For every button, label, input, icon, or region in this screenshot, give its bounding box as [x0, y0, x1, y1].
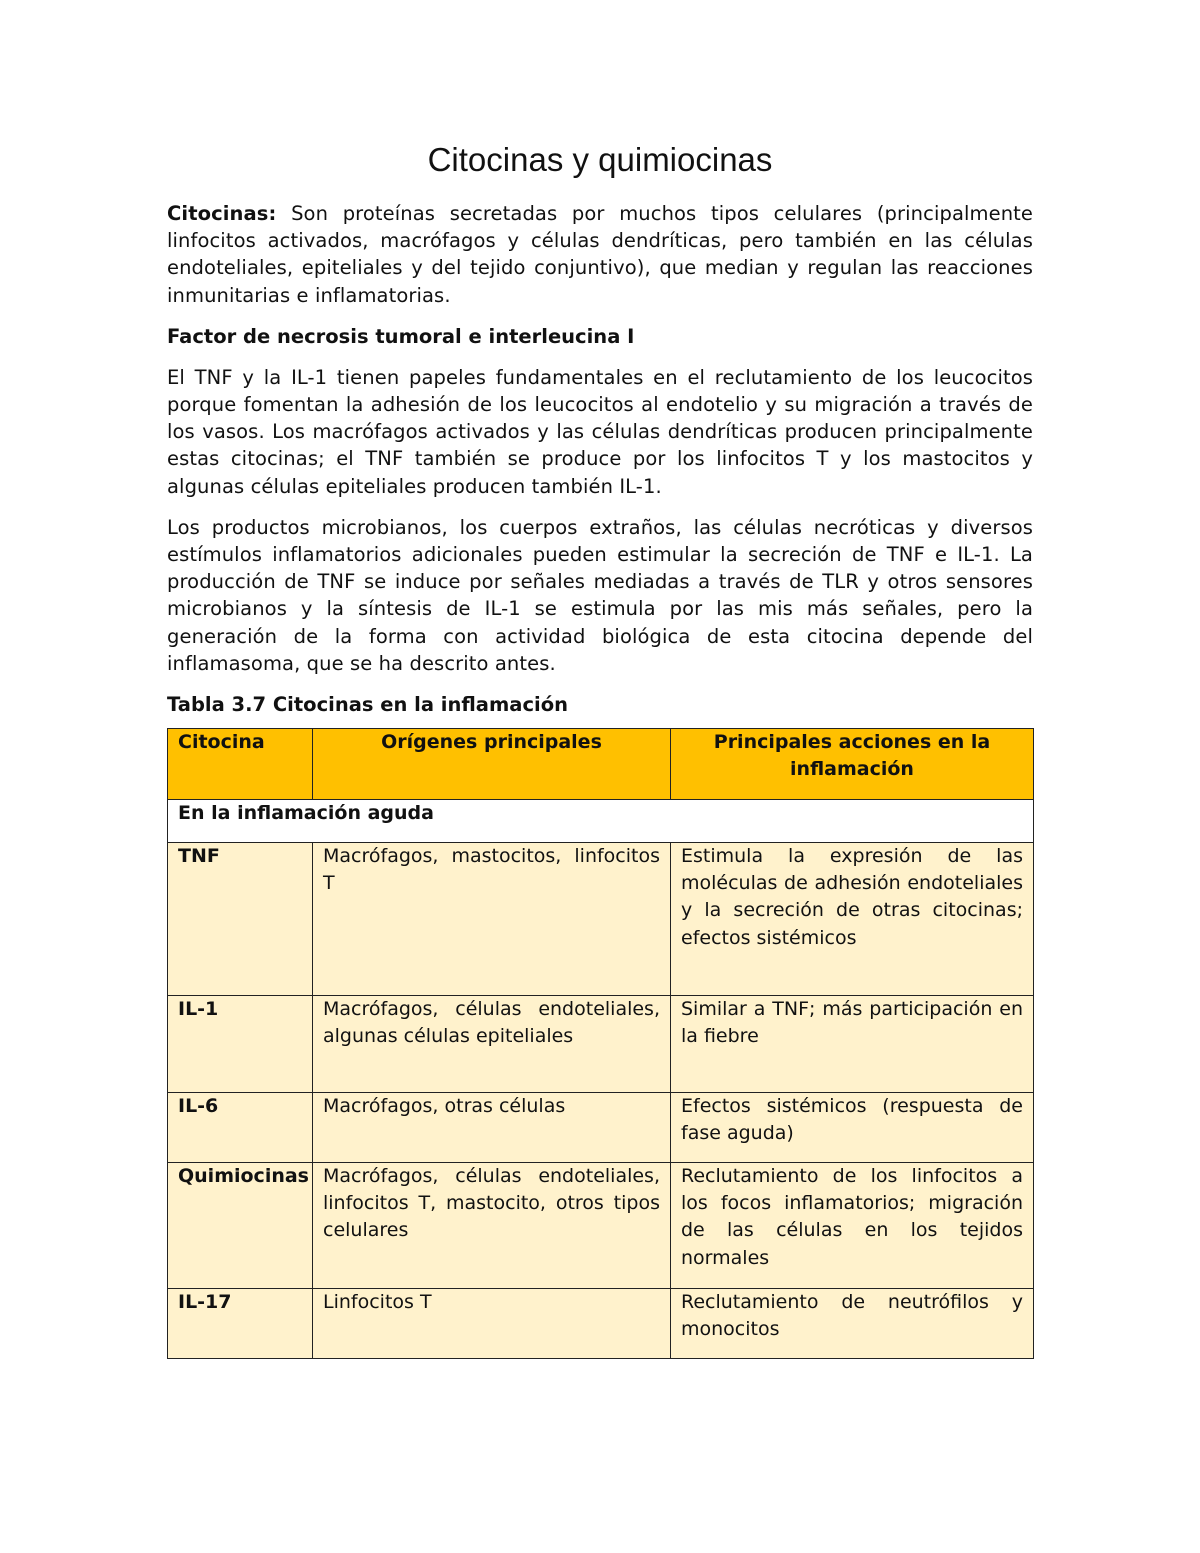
cell-origenes: Macrófagos, otras células	[313, 1093, 671, 1163]
document-page	[167, 140, 1033, 1359]
column-header-origenes: Orígenes principales	[313, 729, 671, 800]
table-row	[168, 1093, 1034, 1163]
cell-citocina: Quimiocinas	[168, 1163, 313, 1289]
cell-citocina: IL-17	[168, 1289, 313, 1359]
table-row	[168, 843, 1034, 996]
intro-lead: Citocinas:	[167, 202, 277, 225]
table-subheading-row	[168, 800, 1034, 843]
table-header-row	[168, 729, 1034, 800]
cell-citocina: IL-1	[168, 996, 313, 1093]
intro-text: Son proteínas secretadas por muchos tipos celulares (principalmente linfocitos activados, macrófagos y células dendríticas, pero también en las células endoteliales, epiteliales y del tejido conjuntivo), que median y regulan las reacciones inmunitarias e inflamatorias.	[167, 202, 1033, 307]
cell-acciones: Similar a TNF; más participación en la fiebre	[671, 996, 1034, 1093]
cell-acciones: Estimula la expresión de las moléculas de adhesión endoteliales y la secreción de otras citocinas; efectos sistémicos	[671, 843, 1034, 996]
cell-origenes: Macrófagos, mastocitos, linfocitos T	[313, 843, 671, 996]
section-heading: Factor de necrosis tumoral e interleucina I	[167, 324, 635, 348]
table-row	[168, 996, 1034, 1093]
cell-acciones: Efectos sistémicos (respuesta de fase aguda)	[671, 1093, 1034, 1163]
table-subheading: En la inflamación aguda	[168, 800, 1034, 843]
cell-citocina: TNF	[168, 843, 313, 996]
cell-origenes: Macrófagos, células endoteliales, algunas células epiteliales	[313, 996, 671, 1093]
column-header-citocina: Citocina	[168, 729, 313, 800]
cell-acciones: Reclutamiento de los linfocitos a los focos inflamatorios; migración de las células en los tejidos normales	[671, 1163, 1034, 1289]
table-row	[168, 1163, 1034, 1289]
column-header-acciones: Principales acciones en la inflamación	[671, 729, 1034, 800]
paragraph: Los productos microbianos, los cuerpos extraños, las células necróticas y diversos estímulos inflamatorios adicionales pueden estimular la secreción de TNF e IL-1. La producción de TNF se induce por señales mediadas a través de TLR y otros sensores microbianos y la síntesis de IL-1 se estimula por las mis más señales, pero la generación de la forma con actividad biológica de esta citocina depende del inflamasoma, que se ha descrito antes.	[167, 515, 1033, 675]
intro-paragraph	[167, 200, 1033, 309]
table-caption: Tabla 3.7 Citocinas en la inflamación	[167, 693, 568, 717]
paragraph: El TNF y la IL-1 tienen papeles fundamentales en el reclutamiento de los leucocitos porque fomentan la adhesión de los leucocitos al endotelio y su migración a través de los vasos. Los macrófagos activados y las células dendríticas producen principalmente estas citocinas; el TNF también se produce por los linfocitos T y los mastocitos y algunas células epiteliales producen también IL-1.	[167, 365, 1033, 498]
cell-citocina: IL-6	[168, 1093, 313, 1163]
cytokine-table	[167, 728, 1034, 1359]
cell-acciones: Reclutamiento de neutrófilos y monocitos	[671, 1289, 1034, 1359]
cell-origenes: Linfocitos T	[313, 1289, 671, 1359]
cell-origenes: Macrófagos, células endoteliales, linfocitos T, mastocito, otros tipos celulares	[313, 1163, 671, 1289]
table-row	[168, 1289, 1034, 1359]
page-title: Citocinas y quimiocinas	[427, 141, 773, 178]
